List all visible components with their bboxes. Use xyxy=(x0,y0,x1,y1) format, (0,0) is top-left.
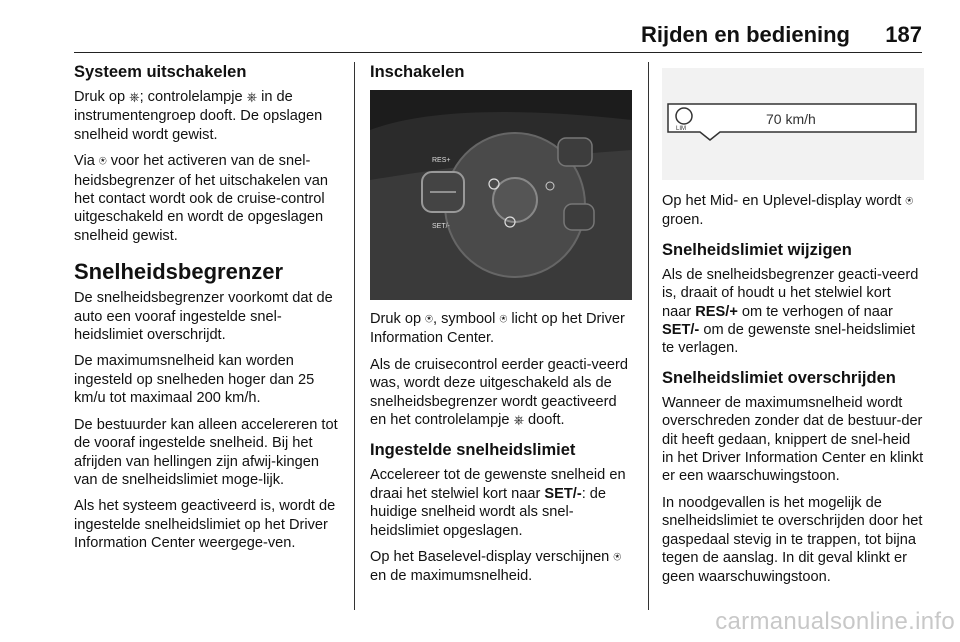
column-divider xyxy=(648,62,649,610)
paragraph: Als de cruisecontrol eerder geacti-veerd was, wordt deze uitgeschakeld als de snelheidsbegrenzer wordt geactiveerd en het controlelampje ⎈ dooft. xyxy=(370,356,628,429)
speed-limiter-icon: ⍟ xyxy=(425,312,433,327)
paragraph: Wanneer de maximumsnelheid wordt overschreden zonder dat de bestuur-der dit heeft gedaan, knippert de snel-heid in het Driver Information Center en klinkt er een waarschuwingstoon. xyxy=(662,394,924,485)
paragraph: De maximumsnelheid kan worden ingesteld op snelheden hoger dan 25 km/u tot maximaal 200 km/h. xyxy=(74,353,315,407)
running-header: Rijden en bediening xyxy=(640,22,850,47)
paragraph: Druk op ⍟, symbool ⍟ licht op het Driver Information Center. xyxy=(370,311,625,347)
steering-wheel-illustration xyxy=(370,90,632,300)
paragraph: Als het systeem geactiveerd is, wordt de ingestelde snelheidslimiet op het Driver Information Center weergege-ven. xyxy=(74,498,336,552)
cruise-control-icon: ⎈ xyxy=(246,90,258,105)
column-1 xyxy=(74,62,346,561)
paragraph: Via ⍟ voor het activeren van de snel-heidsbegrenzer of het uitschakelen van het contact wordt ook de cruise-control uitgeschakeld en wordt de opgeslagen snelheid gewist. xyxy=(74,153,328,244)
heading-snelheidslimiet-wijzigen: Snelheidslimiet wijzigen xyxy=(662,240,852,259)
page-number: 187 xyxy=(885,22,922,47)
column-3 xyxy=(662,62,924,594)
speed-limiter-icon: ⍟ xyxy=(905,194,914,209)
set-label: SET/- xyxy=(432,223,450,230)
paragraph: De snelheidsbegrenzer voorkomt dat de auto een vooraf ingestelde snel-heidslimiet overschrijdt. xyxy=(74,290,333,344)
paragraph: In noodgevallen is het mogelijk de snelheidslimiet te overschrijden door het gaspedaal stevig in te trappen, tot bijna tegen de aanslag. In dit geval klinkt er geen waarschuwingstoon. xyxy=(662,494,923,585)
heading-snelheidsbegrenzer: Snelheidsbegrenzer xyxy=(74,259,284,285)
paragraph: Op het Mid- en Uplevel-display wordt ⍟ groen. xyxy=(662,193,914,229)
cruise-control-icon: ⎈ xyxy=(513,413,524,429)
heading-ingestelde-snelheidslimiet: Ingestelde snelheidslimiet xyxy=(370,441,576,460)
heading-inschakelen: Inschakelen xyxy=(370,63,465,81)
paragraph: Druk op ⎈; controlelampje ⎈ in de instrumentengroep dooft. De opslagen snelheid wordt gewist. xyxy=(74,89,323,143)
column-2 xyxy=(370,62,636,594)
paragraph: Accelereer tot de gewenste snelheid en draai het stelwiel kort naar SET/-: de huidige snelheid wordt als snel-heidslimiet opgeslagen. xyxy=(370,467,626,539)
heading-systeem-uitschakelen: Systeem uitschakelen xyxy=(74,63,247,81)
paragraph: De bestuurder kan alleen accelereren tot de vooraf ingestelde snelheid. Bij het afrijden van hellingen zijn afwij-kingen van de snelheidslimiet moge-lijk. xyxy=(74,416,338,488)
baselevel-display-illustration xyxy=(662,68,924,180)
svg-text:LIM: LIM xyxy=(676,126,687,132)
res-label: RES+ xyxy=(432,157,451,164)
paragraph: Op het Baselevel-display verschijnen ⍟ en de maximumsnelheid. xyxy=(370,549,622,585)
header-rule xyxy=(74,52,922,53)
speed-limiter-icon: ⍟ xyxy=(613,550,622,566)
speed-limiter-icon: ⍟ xyxy=(98,154,107,170)
watermark: carmanualsonline.info xyxy=(715,608,955,635)
paragraph: Als de snelheidsbegrenzer geacti-veerd is, draait of houdt u het stelwiel kort naar RES/+ om te verhogen of naar SET/- om de gewenste snel-heidslimiet te verlagen. xyxy=(662,266,919,357)
cruise-control-icon: ⎈ xyxy=(129,90,140,105)
heading-snelheidslimiet-overschrijden: Snelheidslimiet overschrijden xyxy=(662,368,896,387)
speed-limiter-icon: ⍟ xyxy=(499,312,508,327)
display-speed: 70 km/h xyxy=(766,111,816,127)
column-divider xyxy=(354,62,355,610)
